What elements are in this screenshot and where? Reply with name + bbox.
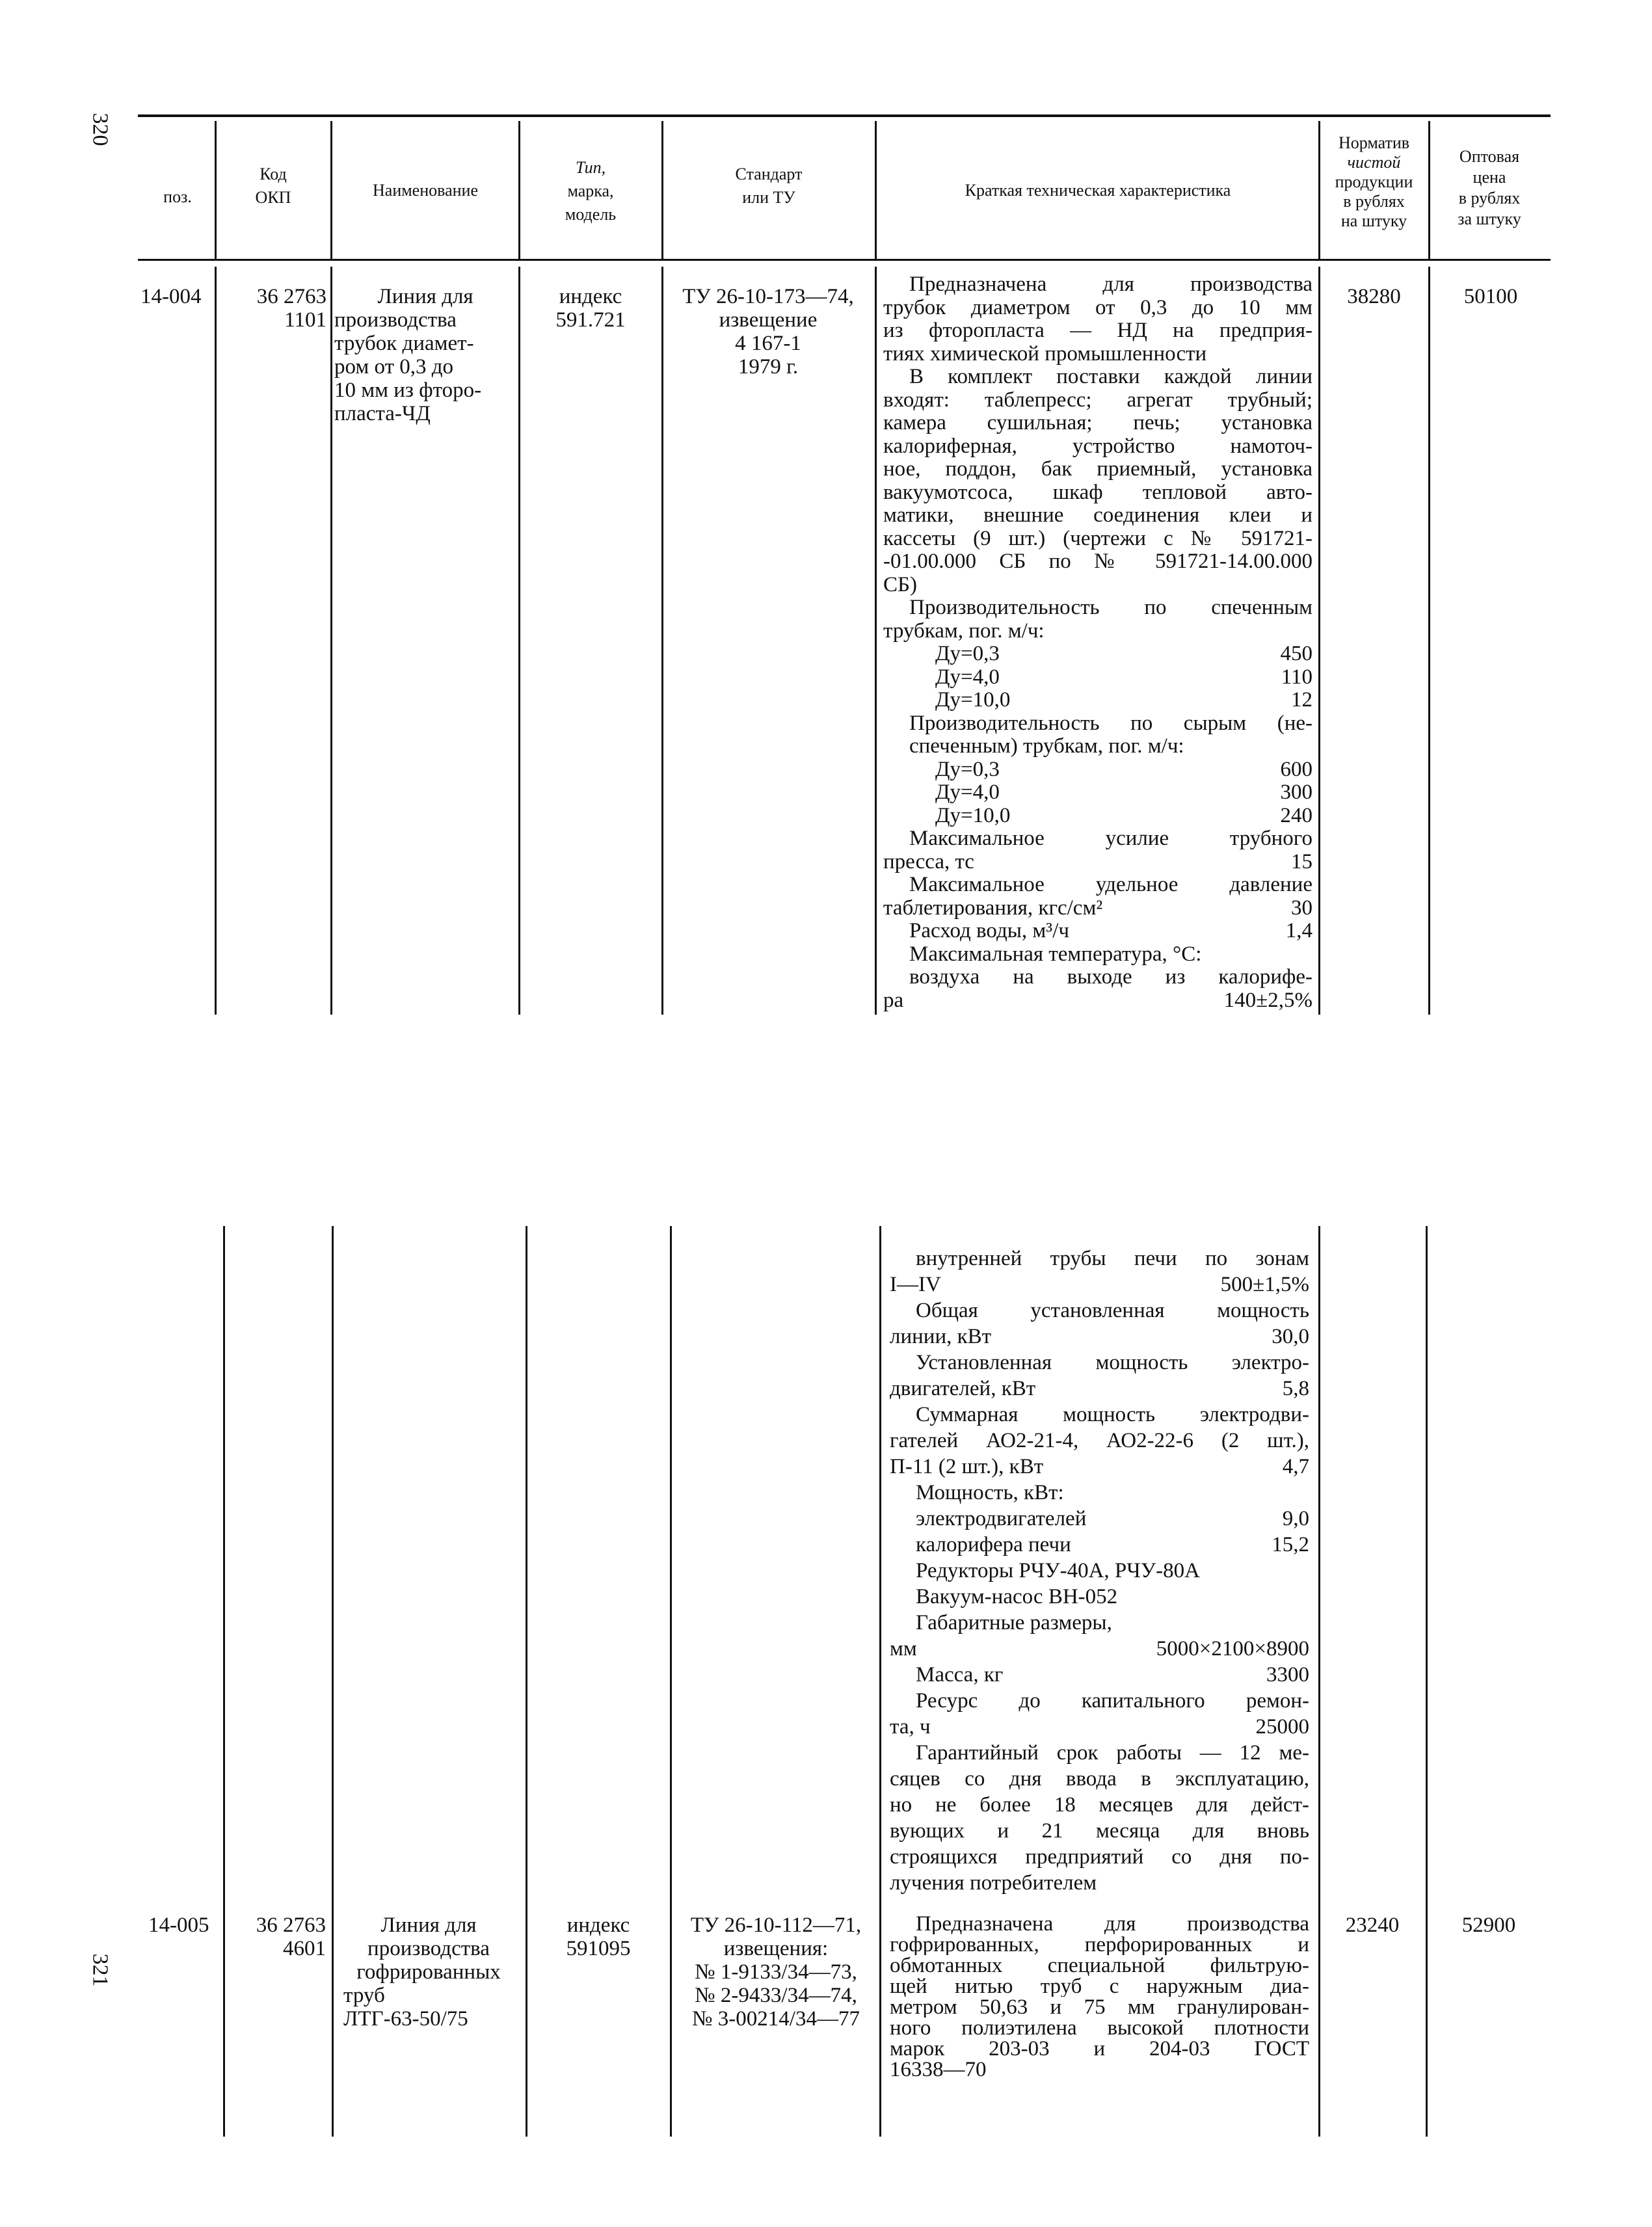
description-line: [890, 1324, 1309, 1350]
description-line: тиях химической промышленности: [883, 342, 1207, 366]
row-standard: ТУ 26-10-112—71, извещения: № 1-9133/34—73, № 2-9433/34—74, № 3-00214/34—77: [690, 1914, 862, 2031]
description-value: 1,4: [1285, 920, 1312, 942]
description-line: Производительность по сырым (не-: [909, 712, 1312, 735]
description-line: Предназначена для производства: [909, 273, 1312, 296]
col-separator: [526, 1226, 527, 2137]
description-label: мм: [890, 1637, 917, 1660]
description-line: строящихся предприятий со дня по-: [890, 1845, 1309, 1869]
row-type: индекс 591.721: [555, 285, 626, 332]
description-label: Ду=4,0: [935, 781, 1000, 804]
description-line: Суммарная мощность электродви-: [916, 1403, 1309, 1426]
description-line: [890, 1272, 1309, 1298]
description-line: [883, 758, 1312, 782]
description-line: трубок диаметром от 0,3 до 10 мм: [883, 296, 1312, 319]
description-line: [890, 1376, 1309, 1402]
col-separator: [215, 121, 217, 259]
description-line: [890, 1506, 1309, 1532]
row-code: 36 2763 1101: [256, 285, 326, 332]
description-value: 500±1,5%: [1220, 1273, 1309, 1296]
description-value: 600: [1280, 758, 1312, 781]
description-label: пресса, тс: [883, 850, 974, 873]
description-line: В комплект поставки каждой линии: [909, 366, 1312, 388]
description-label: двигателей, кВт: [890, 1377, 1036, 1400]
row-description: [890, 1914, 1309, 2080]
description-line: метром 50,63 и 75 мм гранулирован-: [890, 1997, 1309, 2018]
description-value: 12: [1291, 689, 1312, 712]
description-value: 9,0: [1282, 1507, 1309, 1530]
col-separator: [661, 267, 663, 1015]
row-code: 36 2763 4601: [256, 1914, 326, 1960]
header-pos: поз.: [163, 187, 192, 206]
description-line: матики, внешние соединения клеи и: [883, 504, 1312, 527]
page-number-bottom: 321: [88, 1953, 113, 1987]
col-separator: [875, 121, 877, 259]
col-separator: [330, 121, 332, 259]
description-line: [883, 920, 1312, 943]
description-line: [883, 666, 1312, 689]
description-label: I—IV: [890, 1273, 941, 1296]
description-label: П-11 (2 шт.), кВт: [890, 1455, 1044, 1478]
description-line: [890, 1532, 1309, 1558]
description-value: 25000: [1255, 1715, 1309, 1739]
description-line: Максимальное удельное давление: [909, 873, 1312, 896]
col-separator: [1428, 121, 1430, 259]
description-line: [883, 851, 1312, 874]
description-line: Вакуум-насос ВН-052: [916, 1585, 1118, 1608]
description-line: щей нитью труб с наружным диа-: [890, 1976, 1309, 1997]
col-separator: [1318, 267, 1320, 1015]
description-label: линии, кВт: [890, 1325, 992, 1348]
description-value: 110: [1281, 665, 1312, 689]
description-line: гофрированных, перфорированных и: [890, 1934, 1309, 1955]
description-line: воздуха на выходе из калорифе-: [909, 966, 1312, 989]
description-line: Редукторы РЧУ-40А, РЧУ-80А: [916, 1559, 1200, 1582]
description-value: 15: [1291, 850, 1312, 873]
row-description-continued: [890, 1246, 1309, 1896]
description-line: вующих и 21 месяца для вновь: [890, 1819, 1309, 1843]
description-line: лучения потребителем: [890, 1871, 1097, 1895]
description-value: 30: [1291, 896, 1312, 920]
description-line: гателей АО2-21-4, АО2-22-6 (2 шт.),: [890, 1429, 1309, 1452]
table-top-rule: [138, 114, 1551, 117]
description-value: 15,2: [1272, 1533, 1309, 1556]
col-separator: [518, 267, 520, 1015]
row-price: 50100: [1463, 285, 1518, 308]
description-label: калорифера печи: [916, 1533, 1071, 1556]
description-line: [890, 1662, 1309, 1688]
description-line: входят: таблепресс; агрегат трубный;: [883, 388, 1312, 412]
col-separator: [330, 267, 332, 1015]
description-line: [890, 1714, 1309, 1740]
description-value: 450: [1280, 643, 1312, 665]
description-value: 300: [1280, 781, 1312, 804]
description-line: [883, 989, 1312, 1013]
description-value: 240: [1280, 804, 1312, 827]
description-line: Гарантийный срок работы — 12 ме-: [916, 1741, 1309, 1765]
description-line: [890, 1454, 1309, 1480]
header-type: Тип, марка, модель: [565, 158, 617, 224]
description-value: 4,7: [1282, 1455, 1309, 1478]
description-line: [883, 897, 1312, 920]
col-separator: [875, 267, 877, 1015]
description-line: [883, 781, 1312, 805]
description-line: Установленная мощность электро-: [916, 1351, 1309, 1374]
description-line: вакуумотсоса, шкаф тепловой авто-: [883, 481, 1312, 504]
description-line: камера сушильная; печь; установка: [883, 412, 1312, 434]
description-line: внутренней трубы печи по зонам: [916, 1247, 1309, 1270]
row-price: 52900: [1461, 1914, 1516, 1937]
description-line: [890, 1636, 1309, 1662]
description-line: Мощность, кВт:: [916, 1481, 1064, 1504]
header-name: Наименование: [373, 181, 478, 200]
description-line: ное, поддон, бак приемный, установка: [883, 458, 1312, 481]
description-line: Общая установленная мощность: [916, 1299, 1309, 1322]
description-line: сяцев со дня ввода в эксплуатацию,: [890, 1767, 1309, 1791]
col-separator: [1426, 1226, 1428, 2137]
row-name: Линия для производства гофрированных труб ЛТГ-63-50/75: [343, 1914, 501, 2031]
description-label: та, ч: [890, 1715, 931, 1739]
description-value: 5,8: [1282, 1377, 1309, 1400]
description-label: Ду=10,0: [935, 804, 1011, 827]
description-line: спеченным) трубкам, пог. м/ч:: [909, 735, 1184, 758]
description-line: [883, 643, 1312, 666]
description-line: ного полиэтилена высокой плотности: [890, 2018, 1309, 2038]
header-price: Оптовая цена в рублях за штуку: [1458, 147, 1521, 228]
col-separator: [1428, 267, 1430, 1015]
description-line: Ресурс до капитального ремон-: [916, 1689, 1309, 1713]
table-header-rule: [138, 259, 1551, 261]
description-label: электродвигателей: [916, 1507, 1087, 1530]
description-line: [883, 805, 1312, 828]
header-description: Краткая техническая характеристика: [965, 181, 1231, 200]
row-description: [883, 273, 1312, 1012]
row-norm: 38280: [1347, 285, 1401, 308]
description-label: таблетирования, кгс/см²: [883, 896, 1103, 920]
description-line: -01.00.000 СБ по № 591721-14.00.000: [883, 550, 1312, 573]
col-separator: [1318, 1226, 1320, 2137]
col-separator: [879, 1226, 881, 2137]
description-line: но не более 18 месяцев для дейст-: [890, 1793, 1309, 1817]
header-code: Код ОКП: [255, 165, 291, 207]
description-line: Габаритные размеры,: [916, 1611, 1112, 1634]
description-line: Предназначена для производства: [916, 1914, 1309, 1934]
description-label: Ду=4,0: [935, 665, 1000, 689]
row-norm: 23240: [1345, 1914, 1400, 1937]
description-value: 5000×2100×8900: [1156, 1637, 1309, 1660]
description-line: Максимальное усилие трубного: [909, 827, 1312, 850]
description-line: СБ): [883, 573, 917, 596]
page-number-top: 320: [88, 113, 113, 146]
description-line: кассеты (9 шт.) (чертежи с № 591721-: [883, 527, 1312, 550]
description-line: Производительность по спеченным: [909, 596, 1312, 619]
description-line: [883, 689, 1312, 712]
description-line: калориферная, устройство намоточ-: [883, 434, 1312, 458]
row-pos: 14-004: [140, 285, 202, 308]
description-label: ра: [883, 989, 904, 1012]
col-separator: [670, 1226, 672, 2137]
row-name: Линия для производства трубок диамет- ром от 0,3 до 10 мм из фторо- пласта-ЧД: [334, 285, 482, 425]
description-label: Ду=0,3: [935, 758, 1000, 781]
description-value: 140±2,5%: [1223, 989, 1312, 1012]
description-value: 30,0: [1272, 1325, 1309, 1348]
header-norm: Норматив чистой продукции в рублях на штуку: [1335, 133, 1413, 230]
row-pos: 14-005: [148, 1914, 209, 1937]
col-separator: [332, 1226, 334, 2137]
description-label: Расход воды, м³/ч: [909, 920, 1069, 942]
description-line: из фторопласта — НД на предприя-: [883, 319, 1312, 342]
description-value: 3300: [1266, 1663, 1309, 1687]
description-line: трубкам, пог. м/ч:: [883, 619, 1045, 643]
col-separator: [223, 1226, 225, 2137]
row-standard: ТУ 26-10-173—74, извещение 4 167-1 1979 г.: [682, 285, 854, 379]
description-label: Ду=10,0: [935, 689, 1011, 712]
col-separator: [215, 267, 217, 1015]
description-line: Максимальная температура, °С:: [909, 942, 1202, 966]
description-line: обмотанных специальной фильтрую-: [890, 1955, 1309, 1976]
description-line: марок 203-03 и 204-03 ГОСТ: [890, 2038, 1309, 2059]
description-label: Масса, кг: [916, 1663, 1004, 1687]
header-standard: Стандарт или ТУ: [735, 165, 803, 207]
description-label: Ду=0,3: [935, 643, 1000, 665]
description-line: 16338—70: [890, 2059, 987, 2080]
row-type: индекс 591095: [566, 1914, 631, 1960]
